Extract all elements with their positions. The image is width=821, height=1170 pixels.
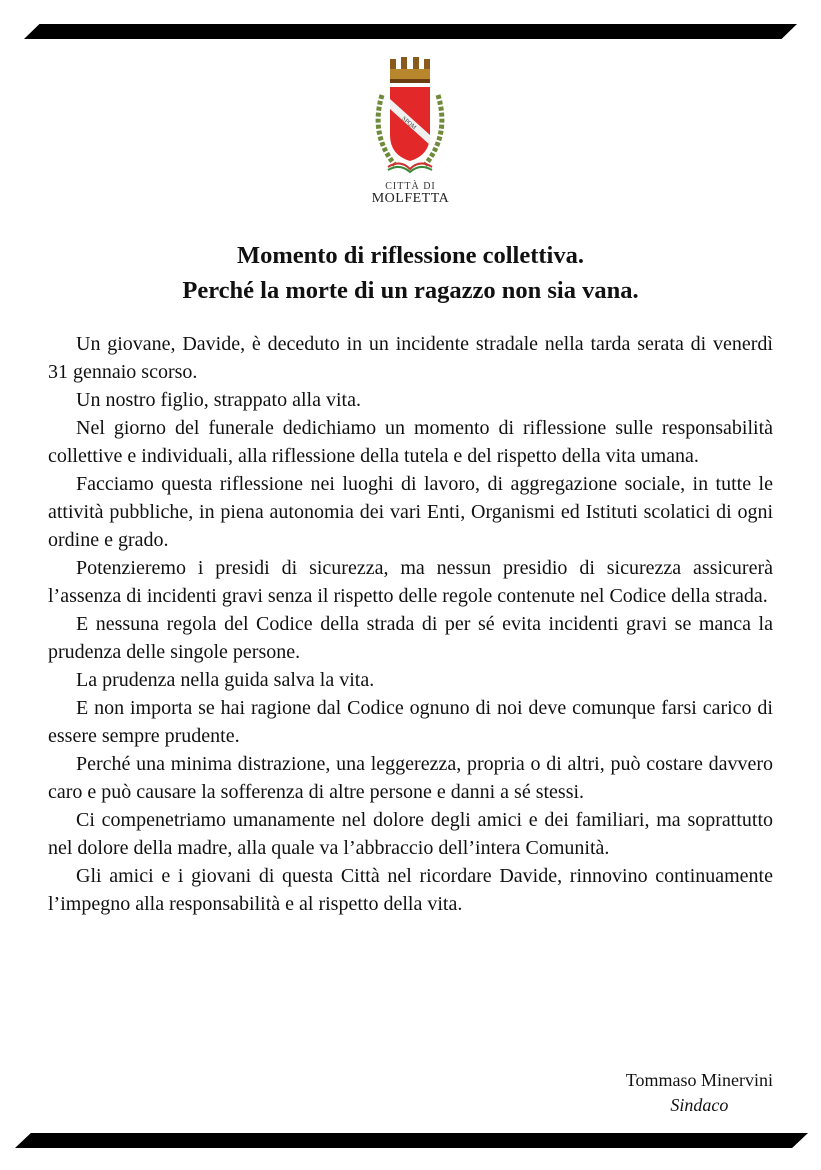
paragraph: Un nostro figlio, strappato alla vita. — [76, 389, 361, 411]
city-prefix: CITTÀ DI — [385, 181, 436, 192]
signature-block — [626, 1068, 773, 1118]
paragraph: Perché una minima distrazione, una leggerezza, propria o di altri, può costare davvero caro e può causare la sofferenza di altre persone e danni a sé stessi. — [48, 753, 773, 803]
paragraph: Facciamo questa riflessione nei luoghi di lavoro, di aggregazione sociale, in tutte le attività pubbliche, in piena autonomia dei vari Enti, Organismi ed Istituti scolatici di ogni ordine e grado. — [48, 473, 773, 551]
top-decorative-bar — [24, 24, 797, 39]
signatory-role: Sindaco — [670, 1095, 729, 1115]
signatory-name: Tommaso Minervini — [625, 1070, 773, 1090]
city-name: MOLFETTA — [371, 191, 450, 206]
title-line-1: Momento di riflessione collettiva. — [236, 242, 584, 269]
paragraph: E non importa se hai ragione dal Codice ognuno di noi deve comunque farsi carico di essere sempre prudente. — [48, 697, 773, 747]
paragraph: E nessuna regola del Codice della strada di per sé evita incidenti gravi se manca la prudenza delle singole persone. — [48, 613, 773, 663]
document-title — [0, 238, 821, 308]
bottom-decorative-bar — [15, 1133, 808, 1148]
paragraph: La prudenza nella guida salva la vita. — [76, 669, 375, 691]
document-body — [48, 330, 773, 918]
paragraph: Ci compenetriamo umanamente nel dolore degli amici e dei familiari, ma soprattutto nel dolore della madre, alla quale va l’abbraccio dell’intera Comunità. — [48, 809, 773, 859]
svg-text:SPQM: SPQM — [400, 115, 417, 132]
paragraph: Nel giorno del funerale dedichiamo un momento di riflessione sulle responsabilità collettive e individuali, alla riflessione della tutela e del rispetto della vita umana. — [48, 417, 773, 467]
paragraph: Potenzieremo i presidi di sicurezza, ma nessun presidio di sicurezza assicurerà l’assenza di incidenti gravi senza il rispetto delle regole contenute nel Codice della strada. — [48, 557, 773, 607]
title-line-2: Perché la morte di un ragazzo non sia vana. — [182, 277, 639, 304]
paragraph: Un giovane, Davide, è deceduto in un incidente stradale nella tarda serata di venerdì 31 gennaio scorso. — [48, 333, 773, 383]
paragraph: Gli amici e i giovani di questa Città nel ricordare Davide, rinnovino continuamente l’impegno alla responsabilità e al rispetto della vita. — [48, 865, 773, 915]
